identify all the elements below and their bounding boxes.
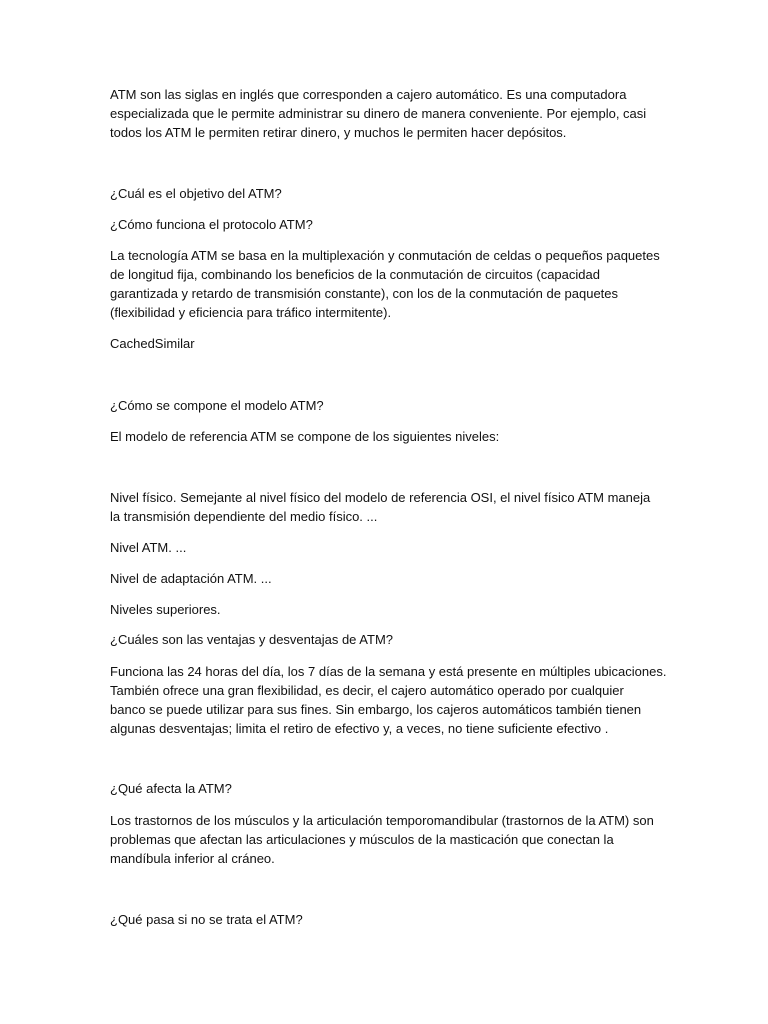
text-line: banco se puede utilizar para sus fines. Sin embargo, los cajeros automáticos también tienen <box>110 702 642 717</box>
text-line: También ofrece una gran flexibilidad, es decir, el cajero automático operado por cualquier <box>110 683 624 698</box>
text-line: ATM son las siglas en inglés que corresponden a cajero automático. Es una computadora <box>110 87 627 102</box>
text-line: Nivel físico. Semejante al nivel físico del modelo de referencia OSI, el nivel físico ATM maneja <box>110 490 651 505</box>
intro-paragraph <box>110 85 670 142</box>
protocol-paragraph <box>110 246 670 322</box>
question-heading: ¿Qué afecta la ATM? <box>110 781 232 796</box>
question-heading: ¿Cómo se compone el modelo ATM? <box>110 398 324 413</box>
nivel-adaptacion-text: Nivel de adaptación ATM. ... <box>110 571 272 586</box>
cached-similar-text: CachedSimilar <box>110 336 195 351</box>
text-line: La tecnología ATM se basa en la multiplexación y conmutación de celdas o pequeños paquetes <box>110 248 660 263</box>
text-line: Los trastornos de los músculos y la articulación temporomandibular (trastornos de la ATM) son <box>110 813 654 828</box>
question-heading: ¿Qué pasa si no se trata el ATM? <box>110 912 303 927</box>
trastornos-paragraph <box>110 811 670 868</box>
question-heading: ¿Cuáles son las ventajas y desventajas de ATM? <box>110 632 394 647</box>
model-paragraph: El modelo de referencia ATM se compone de los siguientes niveles: <box>110 429 500 444</box>
text-line: especializada que le permite administrar su dinero de manera conveniente. Por ejemplo, casi <box>110 106 647 121</box>
niveles-superiores-text: Niveles superiores. <box>110 602 221 617</box>
text-line: la transmisión dependiente del medio físico. ... <box>110 509 378 524</box>
nivel-atm-text: Nivel ATM. ... <box>110 540 187 555</box>
question-heading: ¿Cuál es el objetivo del ATM? <box>110 186 282 201</box>
text-line: algunas desventajas; limita el retiro de efectivo y, a veces, no tiene suficiente efectivo . <box>110 721 609 736</box>
text-line: garantizada y retardo de transmisión constante), con los de la conmutación de paquetes <box>110 286 619 301</box>
text-line: (flexibilidad y eficiencia para tráfico intermitente). <box>110 305 392 320</box>
question-heading: ¿Cómo funciona el protocolo ATM? <box>110 217 313 232</box>
text-line: todos los ATM le permiten retirar dinero, y muchos le permiten hacer depósitos. <box>110 125 567 140</box>
text-line: mandíbula inferior al cráneo. <box>110 851 275 866</box>
text-line: de longitud fija, combinando los beneficios de la conmutación de circuitos (capacidad <box>110 267 600 282</box>
text-line: Funciona las 24 horas del día, los 7 días de la semana y está presente en múltiples ubicaciones. <box>110 664 667 679</box>
text-line: problemas que afectan las articulaciones y músculos de la masticación que conectan la <box>110 832 614 847</box>
ventajas-paragraph <box>110 662 670 738</box>
nivel-fisico-paragraph <box>110 488 670 526</box>
